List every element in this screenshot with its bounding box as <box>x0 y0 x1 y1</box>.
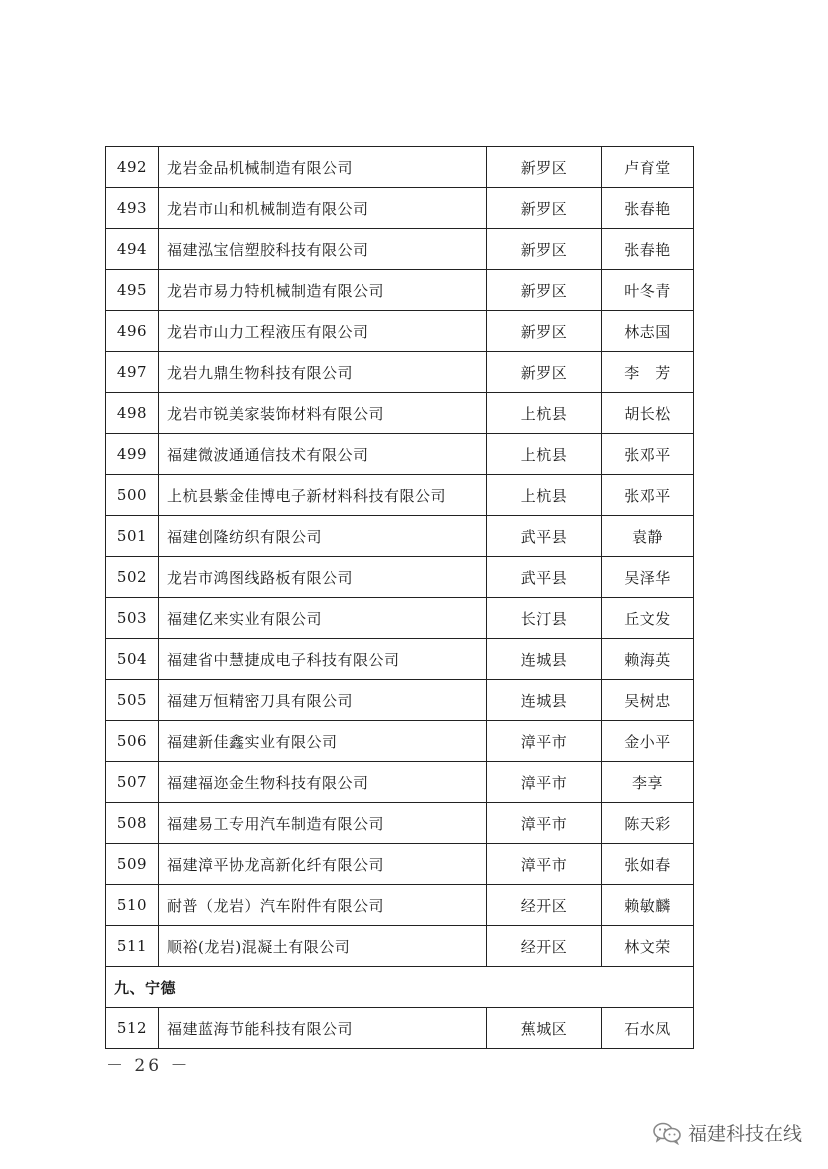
row-number: 496 <box>106 311 159 352</box>
company-name: 福建亿来实业有限公司 <box>159 598 487 639</box>
table-row <box>106 639 694 680</box>
row-number: 502 <box>106 557 159 598</box>
district: 漳平市 <box>487 762 602 803</box>
district: 漳平市 <box>487 721 602 762</box>
district: 武平县 <box>487 516 602 557</box>
contact-person: 金小平 <box>602 721 694 762</box>
table-row <box>106 762 694 803</box>
page-number: － 26 － <box>106 1056 191 1076</box>
row-number: 509 <box>106 844 159 885</box>
company-name: 福建创隆纺织有限公司 <box>159 516 487 557</box>
table-row <box>106 229 694 270</box>
table-row <box>106 188 694 229</box>
company-name: 耐普（龙岩）汽车附件有限公司 <box>159 885 487 926</box>
table-row <box>106 803 694 844</box>
section-row <box>106 967 694 1008</box>
table-row <box>106 721 694 762</box>
company-name: 龙岩市山力工程液压有限公司 <box>159 311 487 352</box>
company-name: 福建省中慧捷成电子科技有限公司 <box>159 639 487 680</box>
watermark-text: 福建科技在线 <box>687 1123 802 1145</box>
row-number: 506 <box>106 721 159 762</box>
row-number: 503 <box>106 598 159 639</box>
table-row <box>106 475 694 516</box>
district: 新罗区 <box>487 147 602 188</box>
table-row <box>106 270 694 311</box>
district: 新罗区 <box>487 188 602 229</box>
district: 连城县 <box>487 639 602 680</box>
row-number: 501 <box>106 516 159 557</box>
row-number: 512 <box>106 1008 159 1049</box>
company-name: 龙岩市锐美家装饰材料有限公司 <box>159 393 487 434</box>
row-number: 495 <box>106 270 159 311</box>
district: 新罗区 <box>487 352 602 393</box>
row-number: 497 <box>106 352 159 393</box>
contact-person: 吴树忠 <box>602 680 694 721</box>
district: 新罗区 <box>487 229 602 270</box>
company-name: 福建漳平协龙高新化纤有限公司 <box>159 844 487 885</box>
company-name: 福建万恒精密刀具有限公司 <box>159 680 487 721</box>
row-number: 508 <box>106 803 159 844</box>
row-number: 498 <box>106 393 159 434</box>
company-name: 龙岩市易力特机械制造有限公司 <box>159 270 487 311</box>
table-row <box>106 885 694 926</box>
table-row <box>106 516 694 557</box>
row-number: 492 <box>106 147 159 188</box>
table-row <box>106 147 694 188</box>
contact-person: 赖海英 <box>602 639 694 680</box>
table-row <box>106 1008 694 1049</box>
row-number: 494 <box>106 229 159 270</box>
table-row <box>106 926 694 967</box>
company-name: 龙岩金品机械制造有限公司 <box>159 147 487 188</box>
table-row <box>106 680 694 721</box>
table-row <box>106 352 694 393</box>
section-title: 九、宁德 <box>106 967 694 1008</box>
row-number: 499 <box>106 434 159 475</box>
row-number: 505 <box>106 680 159 721</box>
contact-person: 张春艳 <box>602 229 694 270</box>
row-number: 511 <box>106 926 159 967</box>
company-name: 顺裕(龙岩)混凝土有限公司 <box>159 926 487 967</box>
district: 上杭县 <box>487 393 602 434</box>
contact-person: 叶冬青 <box>602 270 694 311</box>
district: 经开区 <box>487 926 602 967</box>
row-number: 507 <box>106 762 159 803</box>
contact-person: 卢育堂 <box>602 147 694 188</box>
company-name: 龙岩市鸿图线路板有限公司 <box>159 557 487 598</box>
contact-person: 张春艳 <box>602 188 694 229</box>
table-row <box>106 598 694 639</box>
wechat-icon <box>652 1121 682 1145</box>
company-name: 上杭县紫金佳博电子新材料科技有限公司 <box>159 475 487 516</box>
row-number: 504 <box>106 639 159 680</box>
contact-person: 李 芳 <box>602 352 694 393</box>
contact-person: 赖敏麟 <box>602 885 694 926</box>
contact-person: 张邓平 <box>602 434 694 475</box>
district: 武平县 <box>487 557 602 598</box>
district: 上杭县 <box>487 475 602 516</box>
contact-person: 张如春 <box>602 844 694 885</box>
company-table <box>105 146 694 1049</box>
row-number: 500 <box>106 475 159 516</box>
district: 连城县 <box>487 680 602 721</box>
contact-person: 张邓平 <box>602 475 694 516</box>
district: 新罗区 <box>487 311 602 352</box>
row-number: 510 <box>106 885 159 926</box>
table-row <box>106 557 694 598</box>
company-name: 福建泓宝信塑胶科技有限公司 <box>159 229 487 270</box>
company-name: 福建新佳鑫实业有限公司 <box>159 721 487 762</box>
contact-person: 丘文发 <box>602 598 694 639</box>
contact-person: 陈天彩 <box>602 803 694 844</box>
district: 上杭县 <box>487 434 602 475</box>
contact-person: 胡长松 <box>602 393 694 434</box>
district: 长汀县 <box>487 598 602 639</box>
table-row <box>106 844 694 885</box>
table-body <box>106 147 694 1049</box>
contact-person: 吴泽华 <box>602 557 694 598</box>
company-name: 福建福迩金生物科技有限公司 <box>159 762 487 803</box>
contact-person: 石水凤 <box>602 1008 694 1049</box>
contact-person: 李享 <box>602 762 694 803</box>
contact-person: 林志国 <box>602 311 694 352</box>
company-name: 福建蓝海节能科技有限公司 <box>159 1008 487 1049</box>
table-row <box>106 311 694 352</box>
district: 经开区 <box>487 885 602 926</box>
district: 漳平市 <box>487 803 602 844</box>
row-number: 493 <box>106 188 159 229</box>
contact-person: 袁静 <box>602 516 694 557</box>
table-row <box>106 434 694 475</box>
company-name: 龙岩九鼎生物科技有限公司 <box>159 352 487 393</box>
watermark <box>652 1119 802 1146</box>
company-name: 龙岩市山和机械制造有限公司 <box>159 188 487 229</box>
district: 蕉城区 <box>487 1008 602 1049</box>
district: 漳平市 <box>487 844 602 885</box>
table-row <box>106 393 694 434</box>
contact-person: 林文荣 <box>602 926 694 967</box>
company-name: 福建微波通通信技术有限公司 <box>159 434 487 475</box>
district: 新罗区 <box>487 270 602 311</box>
company-name: 福建易工专用汽车制造有限公司 <box>159 803 487 844</box>
